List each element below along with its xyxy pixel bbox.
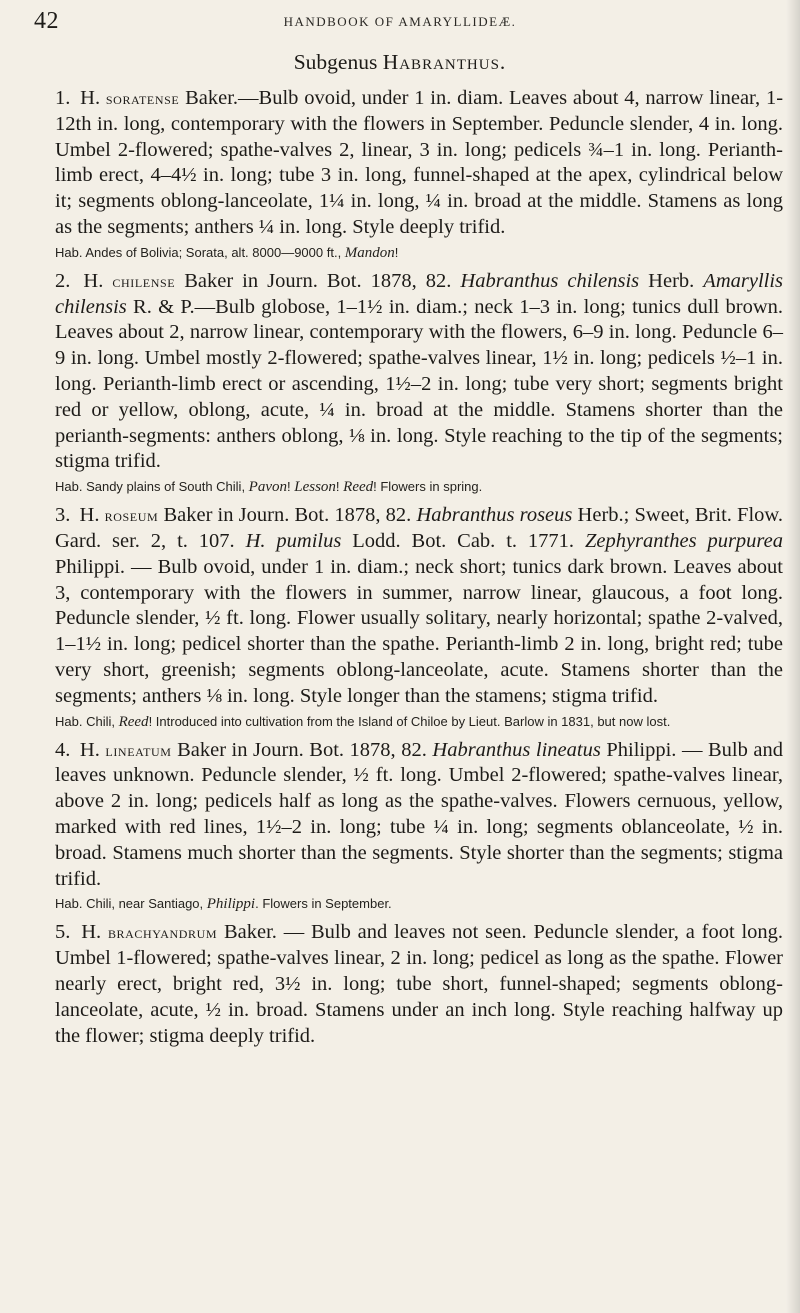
- entry-description: [55, 920, 783, 1049]
- genus-abbrev: H.: [83, 269, 104, 292]
- entry-text: Philippi. — Bulb and leaves unknown. Peduncle slender, ½ ft. long. Umbel 2-flowered; spathe-valves linear, above 2 in. long; pedicels half as long as the spathe-valves. Flowers cernuous, yellow, marked with red lines, 1½–2 in. long; tube ¼ in. long; segments oblanceolate, ½ in. broad. Stamens much shorter than the segments. Style shorter than the segments; stigma trifid.: [55, 738, 784, 890]
- subgenus-name: Habranthus.: [382, 50, 507, 74]
- subgenus-heading: [0, 50, 800, 75]
- entry-text: Baker in Journ. Bot. 1878, 82.: [158, 504, 417, 527]
- genus-abbrev: H.: [79, 504, 100, 527]
- entry-number: 5.: [55, 921, 71, 944]
- entry-text: Baker in Journ. Bot. 1878, 82.: [175, 269, 461, 292]
- habitat-text: Hab. Chili,: [55, 713, 119, 729]
- species-entry-roseum: [55, 503, 783, 732]
- entry-text: Philippi. — Bulb ovoid, under 1 in. diam.; neck short; tunics dark brown. Leaves about 3, contemporary with the flowers in summer, narrow linear, glaucous, a foot long. Peduncle slender, ½ ft. long. Flower usually solitary, nearly horizontal; spathe 2-valved, 1–1½ in. long; pedicel shorter than the spathe. Perianth-limb 2 in. long, bright red; tube very short, greenish; segments oblong-lanceolate, acute. Stamens shorter than the segments; anthers ⅛ in. long. Style longer than the stamens; stigma trifid.: [55, 555, 783, 707]
- collector-name: Reed: [343, 479, 374, 496]
- habitat-note: [55, 711, 783, 733]
- habitat-note: [55, 242, 783, 264]
- habitat-text: !: [287, 479, 295, 495]
- collector-name: Reed: [118, 713, 149, 730]
- entry-text: Lodd. Bot. Cab. t. 1771.: [341, 529, 585, 552]
- habitat-text: Hab. Chili, near Santiago,: [55, 896, 207, 912]
- species-name: brachyandrum: [107, 923, 218, 943]
- habitat-text: Hab. Sandy plains of South Chili,: [55, 479, 249, 495]
- species-entry-brachyandrum: [55, 920, 783, 1049]
- entry-text: Herb.: [639, 269, 704, 292]
- collector-name: Pavon: [248, 479, 287, 496]
- species-name: soratense: [105, 89, 180, 108]
- genus-abbrev: H.: [79, 738, 100, 761]
- entry-text: R. & P.—Bulb globose, 1–1½ in. diam.; neck 1–3 in. long; tunics dull brown. Leaves about 2, narrow linear, contemporary with the flowers, 6–9 in. long. Peduncle 6–9 in. long. Umbel mostly 2-flowered; spathe-valves linear, 1½ in. long; pedicels ½–1 in. long. Perianth-limb erect or ascending, 1½–2 in. long; tube very short; segments bright red or yellow, oblong, acute, ¼ in. broad at the middle. Stamens shorter than the perianth-segments: anthers oblong, ⅛ in. long. Style reaching to the tip of the segments; stigma trifid.: [55, 295, 783, 473]
- synonym: Habranthus roseus: [416, 504, 573, 527]
- entry-text: Baker.—Bulb ovoid, under 1 in. diam. Leaves about 4, narrow linear, 1-12th in. long, contemporary with the flowers in September. Peduncle slender, 4 in. long. Umbel 2-flowered; spathe-valves 2, linear, 3 in. long; pedicels ¾–1 in. long. Perianth-limb erect, 4–4½ in. long; tube 3 in. long, funnel-shaped at the apex, cylindrical below it; segments oblong-lanceolate, 1¼ in. long, ¼ in. broad at the middle. Stamens as long as the segments; anthers ¼ in. long. Style deeply trifid.: [55, 87, 784, 238]
- synonym: Habranthus lineatus: [432, 738, 601, 761]
- synonym: H. pumilus: [245, 529, 342, 552]
- habitat-note: [55, 893, 783, 915]
- habitat-text: ! Introduced into cultivation from the Island of Chiloe by Lieut. Barlow in 1831, but now lost.: [148, 713, 671, 729]
- entry-number: 4.: [55, 738, 71, 761]
- entry-text: Herb.; Sweet, Brit. Flow. Gard. ser. 2, t. 107.: [55, 504, 784, 552]
- habitat-text: . Flowers in September.: [255, 896, 392, 912]
- species-name: lineatum: [105, 740, 172, 760]
- genus-abbrev: H.: [80, 87, 101, 109]
- collector-name: Mandon: [344, 244, 395, 261]
- entry-text: Baker. — Bulb and leaves not seen. Peduncle slender, a foot long. Umbel 1-flowered; spathe-valves linear, 2 in. long; pedicel as long as the spathe. Flower nearly erect, bright red, 3½ in. long; tube short, funnel-shaped; segments oblong-lanceolate, acute, ½ in. broad. Stamens under an inch long. Style reaching halfway up the flower; stigma deeply trifid.: [55, 921, 784, 1047]
- running-head: HANDBOOK OF AMARYLLIDEÆ.: [283, 14, 517, 29]
- habitat-text: ! Flowers in spring.: [373, 479, 483, 495]
- synonym: Zephyranthes purpurea: [584, 529, 783, 552]
- species-name: roseum: [104, 506, 159, 526]
- habitat-text: Hab. Andes of Bolivia; Sorata, alt. 8000—9000 ft.,: [55, 244, 345, 260]
- species-name: chilense: [112, 271, 176, 291]
- entry-description: [55, 503, 783, 709]
- entry-description: [55, 86, 783, 241]
- collector-name: Lesson: [294, 479, 336, 496]
- synonym: Amaryllis chilensis: [55, 269, 784, 318]
- subgenus-prefix: Subgenus: [293, 50, 378, 74]
- entry-number: 2.: [55, 269, 71, 292]
- entry-number: 3.: [55, 504, 71, 527]
- species-entry-lineatum: [55, 738, 783, 916]
- genus-abbrev: H.: [81, 921, 102, 944]
- page-edge-shadow: [786, 0, 800, 1313]
- page-number: 42: [34, 8, 59, 34]
- habitat-text: !: [394, 244, 399, 260]
- entry-description: [55, 738, 783, 893]
- species-entry-chilense: [55, 269, 783, 498]
- synonym: Habranthus chilensis: [460, 269, 640, 292]
- collector-name: Philippi: [206, 896, 256, 913]
- page-content: [55, 86, 783, 1054]
- entry-number: 1.: [55, 87, 71, 109]
- habitat-text: !: [335, 479, 344, 495]
- entry-text: Baker in Journ. Bot. 1878, 82.: [171, 738, 433, 761]
- entry-description: [55, 269, 783, 475]
- species-entry-soratense: [55, 86, 783, 264]
- habitat-note: [55, 476, 783, 498]
